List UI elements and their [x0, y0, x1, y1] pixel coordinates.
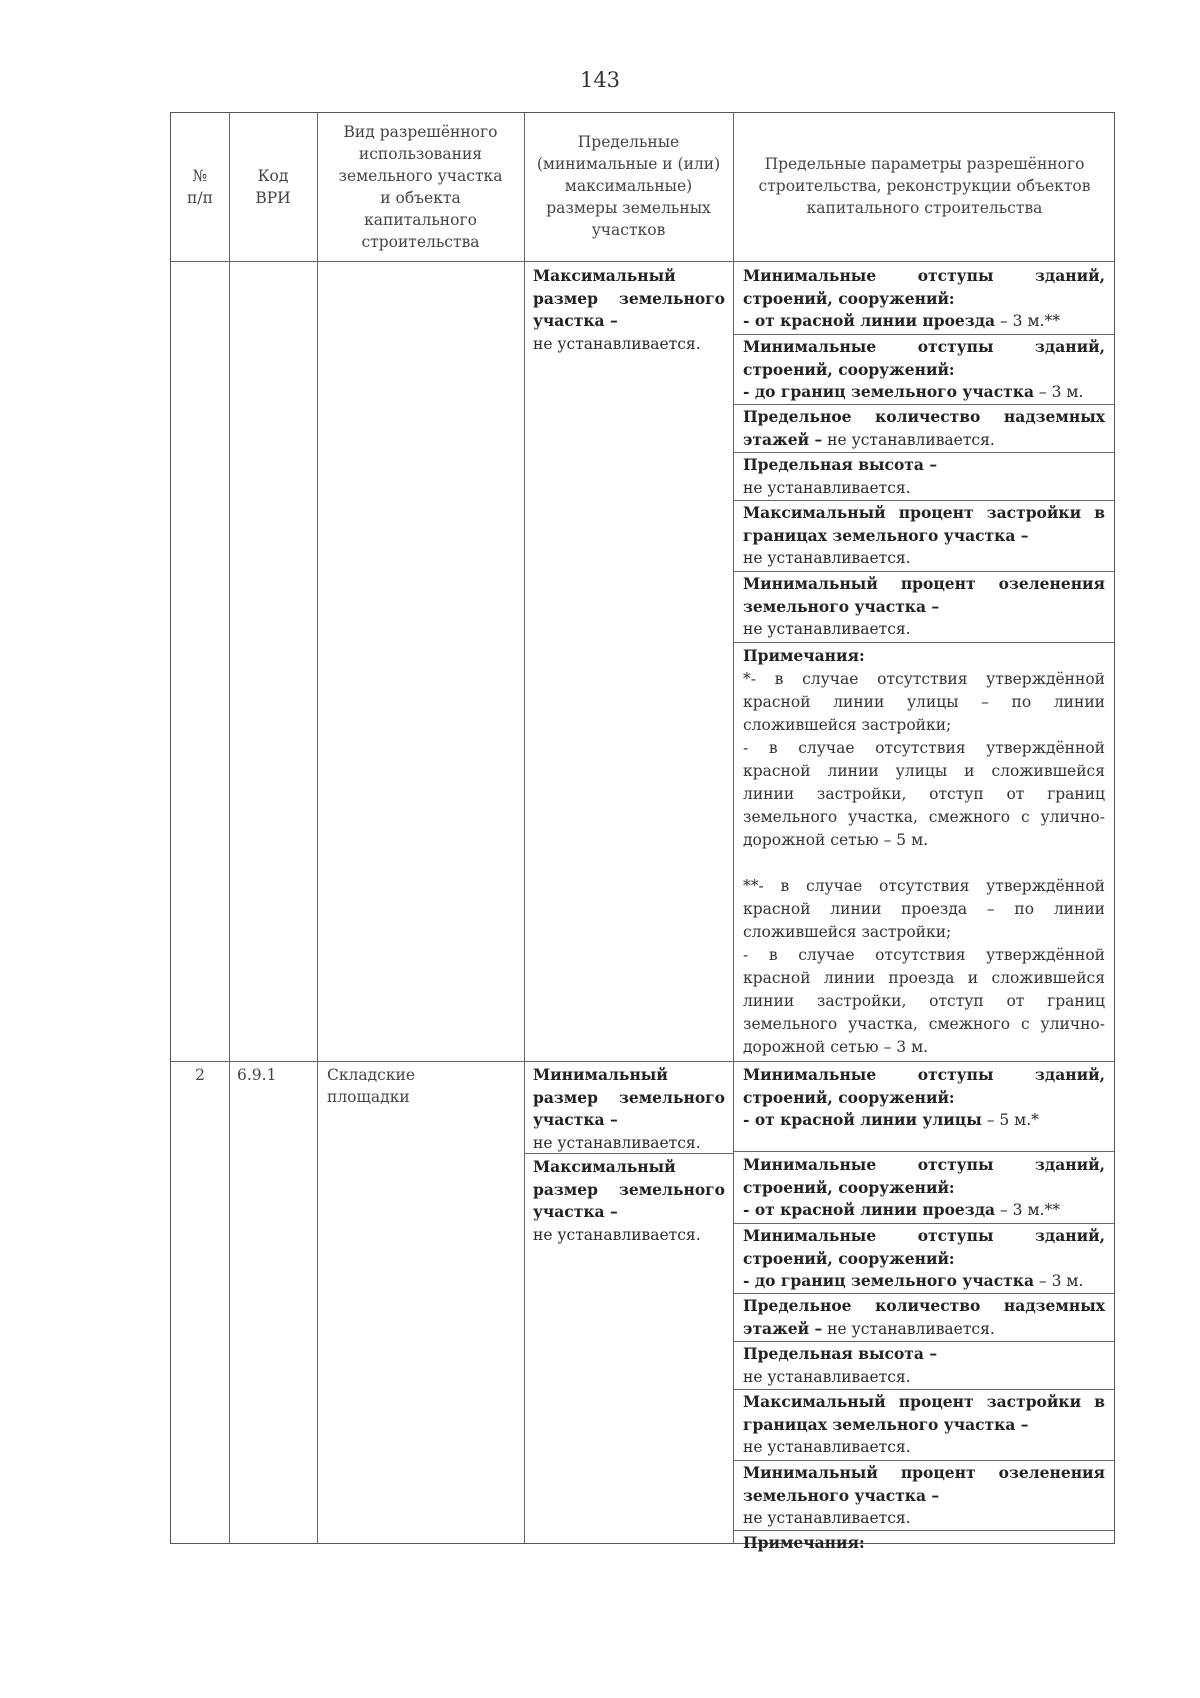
- row-divider: [733, 452, 1114, 453]
- row-divider: [733, 1223, 1114, 1224]
- row1-param-1: Минимальные отступы зданий, строений, сооружений: - от красной линии проезда – 3 м.**: [743, 266, 1105, 330]
- header-num: № п/п: [187, 167, 213, 207]
- row-divider: [733, 1341, 1114, 1342]
- row-divider: [733, 1460, 1114, 1461]
- row-divider: [733, 571, 1114, 572]
- note-text: *- в случае отсутствия утверждённой красной линии улицы – по линии сложившейся застройки;: [743, 670, 1105, 734]
- note-text: - в случае отсутствия утверждённой красной линии улицы и сложившейся линии застройки, отступ от границ земельного участка, смежного с улично-дорожной сетью – 5 м.: [743, 739, 1105, 849]
- row2-code: 6.9.1: [237, 1066, 277, 1084]
- row2-type: Складские площадки: [327, 1066, 416, 1106]
- row2-param-5: Предельная высота – не устанавливается.: [743, 1344, 938, 1386]
- row-divider: [171, 1061, 1114, 1062]
- col-divider: [733, 113, 734, 1543]
- row2-size-max: Максимальный размер земельного участка – не устанавливается.: [533, 1157, 725, 1244]
- row2-notes: Примечания:: [743, 1533, 865, 1552]
- row2-num: 2: [195, 1066, 205, 1084]
- col-divider: [229, 113, 230, 1543]
- row-divider: [524, 1153, 733, 1154]
- row1-size-max: Максимальный размер земельного участка – не устанавливается.: [533, 266, 725, 353]
- row-divider: [733, 642, 1114, 643]
- header-size: Предельные (минимальные и (или) максимальные) размеры земельных участков: [536, 133, 721, 239]
- row-divider: [733, 334, 1114, 335]
- row1-notes: Примечания: *- в случае отсутствия утверждённой красной линии улицы – по линии сложившейся застройки; - в случае отсутствия утверждённой красной линии улицы и сложившейся линии застройки, отступ от границ земельного участка, смежного с улично-дорожной сетью – 5 м. **- в случае отсутствия утверждённой красной линии проезда – по линии сложившейся застройки; - в случае отсутствия утверждённой красной линии проезда и сложившейся линии застройки, отступ от границ земельного участка, смежного с улично-дорожной сетью – 3 м.: [743, 644, 1105, 1059]
- row2-param-4: Предельное количество надземных этажей – не устанавливается.: [743, 1296, 1105, 1338]
- row1-param-6: Минимальный процент озеленения земельного участка – не устанавливается.: [743, 574, 1105, 638]
- row2-param-3: Минимальные отступы зданий, строений, сооружений: - до границ земельного участка – 3 м.: [743, 1226, 1105, 1290]
- row1-param-4: Предельная высота – не устанавливается.: [743, 455, 938, 497]
- row2-param-7: Минимальный процент озеленения земельного участка – не устанавливается.: [743, 1463, 1105, 1527]
- row2-param-1: Минимальные отступы зданий, строений, сооружений: - от красной линии улицы – 5 м.*: [743, 1065, 1105, 1129]
- header-type: Вид разрешённого использования земельного участка и объекта капитального строительства: [338, 123, 503, 251]
- note-text: **- в случае отсутствия утверждённой красной линии проезда – по линии сложившейся застройки;: [743, 877, 1105, 941]
- note-text: - в случае отсутствия утверждённой красной линии проезда и сложившейся линии застройки, отступ от границ земельного участка, смежного с улично-дорожной сетью – 3 м.: [743, 946, 1105, 1056]
- row-divider: [733, 404, 1114, 405]
- row1-param-2: Минимальные отступы зданий, строений, сооружений: - до границ земельного участка – 3 м.: [743, 337, 1105, 401]
- row2-param-6: Максимальный процент застройки в границах земельного участка – не устанавливается.: [743, 1392, 1105, 1456]
- regulations-table: [170, 112, 1115, 1552]
- col-divider: [317, 113, 318, 1543]
- header-params: Предельные параметры разрешённого строительства, реконструкции объектов капитального строительства: [758, 155, 1091, 217]
- col-divider: [524, 113, 525, 1543]
- row-divider: [733, 500, 1114, 501]
- row1-param-3: Предельное количество надземных этажей – не устанавливается.: [743, 407, 1105, 449]
- row2-size-min: Минимальный размер земельного участка – не устанавливается.: [533, 1065, 725, 1152]
- header-code: Код ВРИ: [255, 167, 291, 207]
- row-divider: [733, 1389, 1114, 1390]
- row-divider: [733, 1151, 1114, 1152]
- header-divider: [171, 261, 1114, 262]
- row-divider: [733, 1293, 1114, 1294]
- row1-param-5: Максимальный процент застройки в границах земельного участка – не устанавливается.: [743, 503, 1105, 567]
- row2-param-2: Минимальные отступы зданий, строений, сооружений: - от красной линии проезда – 3 м.**: [743, 1155, 1105, 1219]
- page-number: 143: [579, 68, 621, 92]
